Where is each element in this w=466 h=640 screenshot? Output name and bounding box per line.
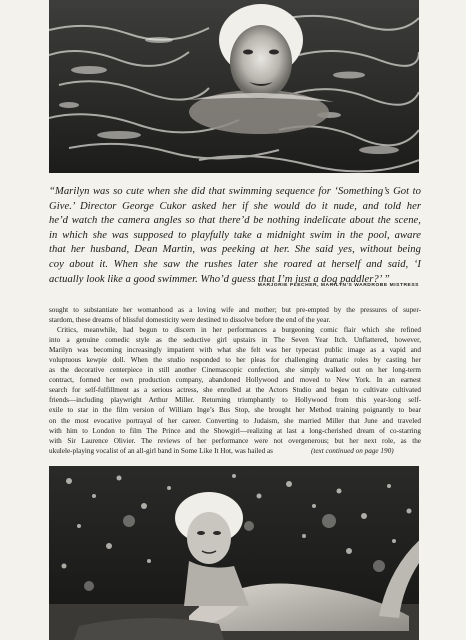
body-line: search for self-fulfillment as a serious actress, she enrolled at the Actors Studio and began to cultivate cultivated	[49, 386, 421, 395]
poolside-photo	[49, 466, 419, 640]
body-line: on the most evocative portrayal of her career. Converting to Judaism, she married Miller that June and traveled	[49, 416, 421, 425]
quote-line: coy about it. When she saw the rushes later she roared at herself and said, ‘I	[49, 258, 421, 270]
body-line: sought to substantiate her womanhood as a loving wife and mother; but pre-empted by the pressures of super-	[49, 306, 421, 314]
body-line: exile to star in the film version of William Inge’s Bus Stop, she brought her Method training poignantly to bear	[49, 406, 421, 415]
quote-line: Give.’ Director George Cukor asked her if she would do it nude, and told her	[49, 200, 421, 212]
body-line: Marilyn was becoming increasingly impatient with what she felt was her typecast public image as a vapid and	[49, 346, 421, 355]
body-line: with Sir Laurence Olivier. The reviews of her performance were not overgenerous; but her next role, as the	[49, 436, 421, 445]
body-line-final	[49, 446, 421, 456]
quote-attribution: MARJORIE PLECHER, MARILYN’S WARDROBE MISTRESS	[257, 283, 419, 288]
quote-line: he’d watch the camera angles so that there’d be nothing indelicate about the scene,	[49, 215, 421, 227]
body-line: as the decorative centerpiece in still another Cinemascopic confection, she simply walked out on her long-term	[49, 366, 421, 375]
body-line: Critics, meanwhile, had begun to discern in her performances a burgeoning comic flair which she refined	[57, 326, 421, 335]
body-line: stardom, these dreams of blissful domesticity were destined to dissolve before the end of the year.	[49, 316, 331, 325]
body-line: with him to London to film The Prince and the Showgirl—realizing at last a long-cherished dream of co-starring	[49, 426, 421, 435]
swimming-pool-image	[49, 0, 419, 173]
article-body	[49, 305, 421, 456]
continuation-note: (text continued on page 190)	[310, 446, 394, 455]
body-line: voluptuous kewpie doll. When the studio responded to her pleas for challenging dramatic roles by casting her	[49, 356, 421, 365]
quote-line: in which she was supposed to playfully take a midnight swim in the pool, aware	[49, 229, 421, 241]
poolside-image	[49, 466, 419, 640]
body-line: friends—including playwright Arthur Miller. Returning triumphantly to Hollywood from this year-long self-	[49, 396, 421, 405]
pull-quote	[49, 185, 421, 287]
body-line: contract, formed her own production company, abandoned Hollywood and moved to New York. In an earnest	[49, 376, 421, 385]
quote-line: “Marilyn was so cute when she did that swimming sequence for ‘Something’s Got to	[49, 186, 421, 197]
swimming-pool-photo	[49, 0, 419, 173]
body-line: ukulele-playing vocalist of an all-girl band in Some Like It Hot, was hailed as	[49, 446, 273, 455]
body-line: into a genuine comedic style as the seductive girl upstairs in The Seven Year Itch. Unflattered, however,	[49, 336, 421, 345]
quote-line: that her husband, Dean Martin, was peeking at her. She said yes, without being	[49, 244, 421, 256]
quote-line: actually look like a good swimmer. Who’d guess that I’m just a dog paddler?’ ”	[49, 273, 390, 285]
